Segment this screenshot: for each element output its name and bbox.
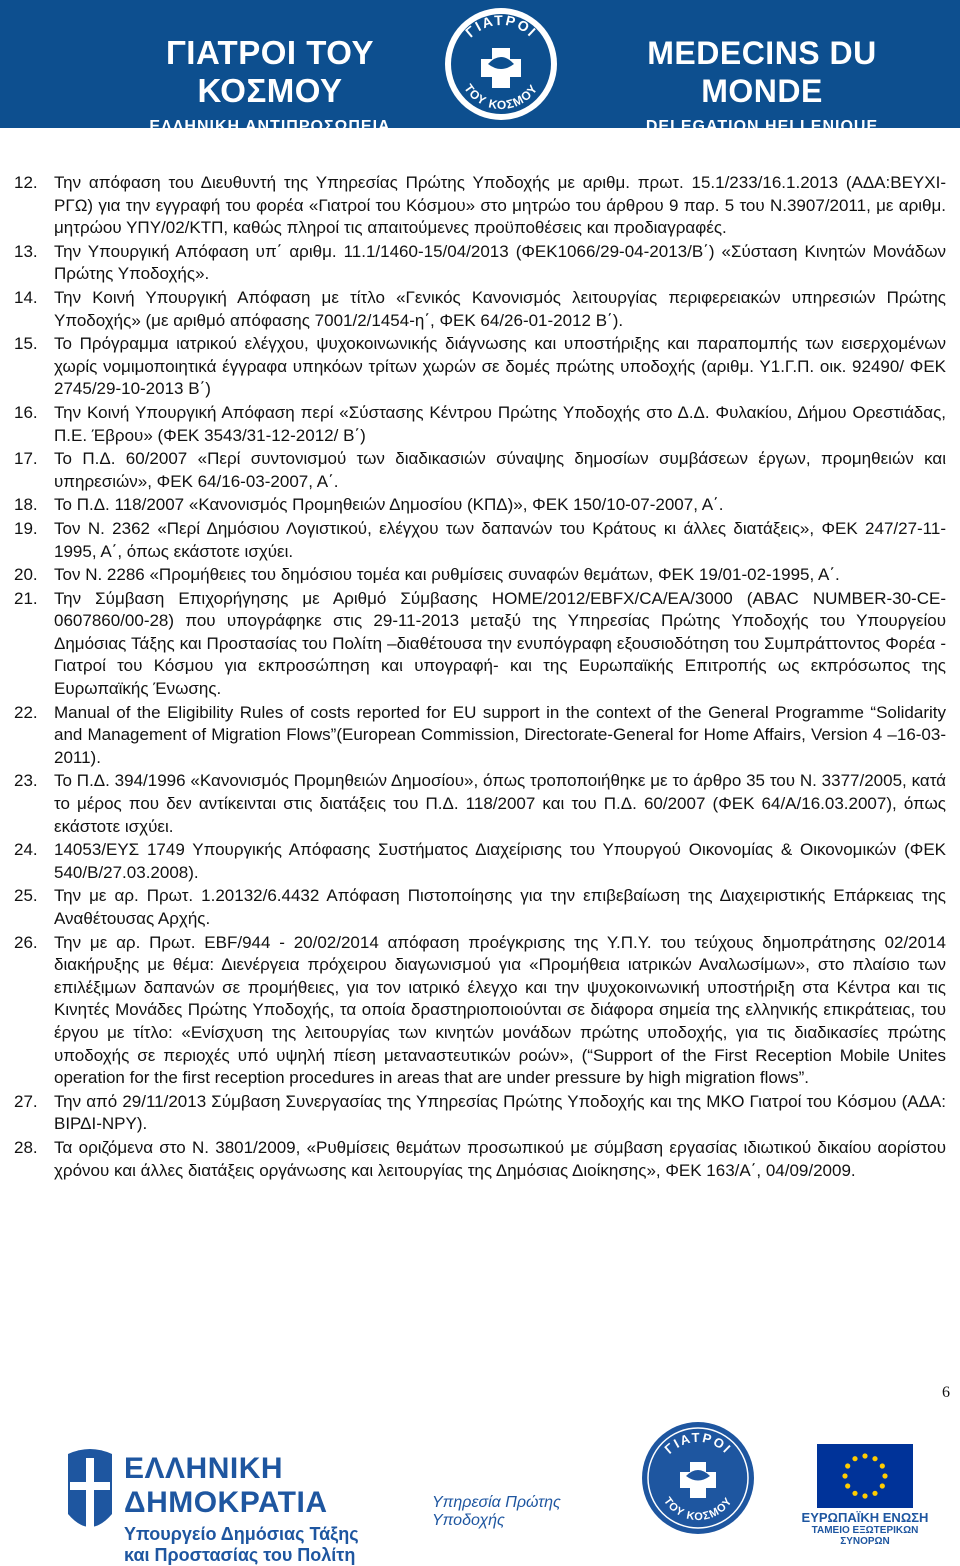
list-item-number: 14. (14, 287, 38, 307)
header-right-subtitle: DELEGATION HELLENIQUE (645, 118, 879, 135)
list-item-text: Το Π.Δ. 118/2007 «Κανονισμός Προμηθειών Δημοσίου (ΚΠΔ)», ΦΕΚ 150/10-07-2007, Α΄. (54, 495, 724, 515)
list-item-number: 19. (14, 518, 38, 538)
list-item-text: Manual of the Eligibility Rules of costs reported for EU support in the context of the General Programme “Solidarity and Management of Migration Flows”(European Commission, Directorate-General for Home Affairs, Version 4 –16-03-2011). (54, 702, 946, 767)
list-item-number: 15. (14, 334, 38, 354)
list-item-text: Την Κοινή Υπουργική Απόφαση περί «Σύστασης Κέντρου Πρώτης Υποδοχής στο Δ.Δ. Φυλακίου, Δήμου Ορεστιάδας, Π.Ε. Έβρου» (ΦΕΚ 3543/31-12-2012/ Β΄) (54, 402, 946, 445)
header-right-block (612, 34, 912, 136)
header-logo-text-top: ΓΙΑΤΡΟΙ (462, 11, 541, 41)
list-item-number: 28. (14, 1137, 38, 1157)
list-item-text: 14053/ΕΥΣ 1749 Υπουργικής Απόφασης Συστήματος Διαχείρισης του Υπουργού Οικονομίας & Οικονομικών (ΦΕΚ 540/Β/27.03.2008). (54, 840, 946, 882)
footer-ministry-line1: Υπουργείο Δημόσιας Τάξης (124, 1524, 359, 1544)
list-item-text: Την Σύμβαση Επιχορήγησης με Αριθμό Σύμβασης HOME/2012/EBFX/CA/EA/3000 (ABAC NUMBER-30-CE-0607860/00-28) που υπογράφηκε στις 29-11-2013 μεταξύ της Υπηρεσίας Πρώτης Υποδοχής του Υπουργείου Δημόσιας Τάξης και Προστασίας του Πολίτη –διαθέτουσα την ενυπόγραφη εξουσιοδότηση του Συμπράττοντος Φορέα - Γιατροί του Κόσμου για εκπροσώπηση και υπογραφή- και της Ευρωπαϊκής Επιτροπής ως εκπρόσωπος της Ευρωπαϊκής Ένωσης. (54, 588, 946, 699)
eu-star-icon (872, 1456, 877, 1461)
list-item-number: 12. (14, 173, 38, 192)
list-item-text: Το Π.Δ. 394/1996 «Κανονισμός Προμηθειών Δημοσίου», όπως τροποποιήθηκε με το άρθρο 35 του Ν. 3377/2005, κατά το μέρος που δεν αντίκεινται στις διατάξεις του Π.Δ. 118/2007 και του Π.Δ. 60/2007 (ΦΕΚ 64/Α/16.03.2007), όπως εκάστοτε ισχύει. (54, 771, 946, 836)
eu-star-icon (880, 1483, 885, 1488)
list-item-text: Την με αρ. Πρωτ. 1.20132/6.4432 Απόφαση Πιστοποίησης για την επιβεβαίωση της Διαχειριστικής Επάρκειας της Αναθέτουσας Αρχής. (54, 886, 946, 928)
list-item-text: Το Π.Δ. 60/2007 «Περί συντονισμού των διαδικασιών σύναψης δημοσίων συμβάσεων έργων, προμηθειών και υπηρεσιών», ΦΕΚ 64/16-03-2007, Α΄. (54, 449, 946, 491)
eu-star-icon (845, 1463, 850, 1468)
footer-logo-text-bottom: ΤΟΥ ΚΟΣΜΟΥ (661, 1495, 735, 1524)
list-item-text: Την με αρ. Πρωτ. EBF/944 - 20/02/2014 απόφαση προέγκρισης της Υ.Π.Υ. του τεύχους δημοπράτησης 02/2014 διακήρυξης με θέμα: Διενέργεια πρόχειρου διαγωνισμού για «Προμήθεια ιατρικών Αναλωσίμων», στο πλαίσιο των επιλέξιμων δαπανών σε προμήθειες, για τον ιατρικό έλεγχο και την ψυχοκοινωνική υποστήριξη στα Κέντρα και τις Κινητές Μονάδες Πρώτης Υποδοχής, τα οποία δραστηριοποιούνται σε διάφορα σημεία της ελληνικής επικράτειας, του έργου με τίτλο: «Ενίσχυση της λειτουργίας των κινητών μονάδων πρώτης υποδοχής, για τις διαδικασίες πρώτης υποδοχής σε περιοχές υπό υψηλή πίεση μεταναστευτικών ροών», (“Support of the First Reception Mobile Unites operation for the first reception procedures in areas that are under pressure by high migration flows”. (54, 932, 946, 1088)
eu-star-icon (842, 1473, 847, 1478)
list-item-text: Το Πρόγραμμα ιατρικού ελέγχου, ψυχοκοινωνικής διάγνωσης και υποστήριξης και παραπομπής των εισερχομένων χωρίς νομιμοποιητικά έγγραφα υπηκόων τρίτων χωρών σε δομές πρώτης υποδοχής (αριθμ. Υ1.Γ.Π. οικ. 92490/ ΦΕΚ 2745/29-10-2013 Β΄) (54, 334, 946, 399)
list-item-number: 27. (14, 1091, 38, 1111)
list-item-number: 23. (14, 771, 38, 791)
eu-star-icon (862, 1453, 867, 1458)
footer-doctors-of-the-world-logo (638, 1418, 758, 1538)
list-item-number: 22. (14, 702, 38, 722)
header-right-title: MEDECINS DU MONDE (647, 35, 877, 109)
eu-star-icon (845, 1483, 850, 1488)
list-item (14, 287, 946, 332)
greek-flag-emblem-icon (62, 1444, 118, 1544)
list-item-number: 17. (14, 449, 38, 469)
footer-government-title: ΕΛΛΗΝΙΚΗ ΔΗΜΟΚΡΑΤΙΑ (124, 1452, 328, 1519)
footer-eu-fund: ΤΑΜΕΙΟ ΕΞΩΤΕΡΙΚΩΝ ΣΥΝΟΡΩΝ (811, 1525, 919, 1547)
footer-service-name: Υπηρεσία Πρώτης Υποδοχής (432, 1494, 561, 1529)
list-item (14, 1091, 946, 1136)
header-left-block (120, 34, 420, 136)
legal-basis-list (14, 172, 946, 1183)
footer-eu-block (790, 1444, 940, 1547)
eu-flag-icon (817, 1444, 913, 1508)
list-item-text: Την απόφαση του Διευθυντή της Υπηρεσίας Πρώτης Υποδοχής με αριθμ. πρωτ. 15.1/233/16.1.2013 (ΑΔΑ:ΒΕΥΧΙ-ΡΓΩ) για την εγγραφή του φορέα «Γιατροί του Κόσμου» στο μητρώο του άρθρου 9 παρ. 5 του Ν.3907/2011, με αριθμ. μητρώου ΥΠΥ/02/ΚΤΠ, καθώς πληροί τις απαιτούμενες προϋποθέσεις και προδιαγραφές. (54, 173, 946, 238)
eu-star-icon (880, 1463, 885, 1468)
header-left-title: ΓΙΑΤΡΟΙ ΤΟΥ ΚΟΣΜΟΥ (165, 34, 375, 109)
eu-star-icon (852, 1491, 857, 1496)
list-item (14, 588, 946, 701)
list-item-number: 26. (14, 932, 38, 952)
eu-star-icon (872, 1491, 877, 1496)
footer-logo-text-top: ΓΙΑΤΡΟΙ (661, 1429, 735, 1457)
list-item (14, 702, 946, 770)
header-logo-text-bottom: ΤΟΥ ΚΟΣΜΟΥ (461, 81, 541, 113)
list-item (14, 333, 946, 401)
footer (0, 1410, 960, 1565)
list-item-text: Τον Ν. 2286 «Προμήθειες του δημόσιου τομέα και ρυθμίσεις συναφών θεμάτων, ΦΕΚ 19/01-02-1995, Α΄. (54, 565, 840, 585)
list-item (14, 494, 946, 517)
eu-star-icon (862, 1493, 867, 1498)
list-item (14, 564, 946, 587)
list-item-text: Την Κοινή Υπουργική Απόφαση με τίτλο «Γενικός Κανονισμός λειτουργίας περιφερειακών υπηρεσιών Πρώτης Υποδοχής» (με αριθμό απόφασης 7001/2/1454-η΄, ΦΕΚ 64/26-01-2012 Β΄). (54, 287, 946, 330)
list-item (14, 932, 946, 1090)
list-item-text: Τα οριζόμενα στο Ν. 3801/2009, «Ρυθμίσεις θεμάτων προσωπικού με σύμβαση εργασίας ιδιωτικού δικαίου αορίστου χρόνου και άλλες διατάξεις οργάνωσης και λειτουργίας της Δημόσιας Διοίκησης», ΦΕΚ 163/Α΄, 04/09/2009. (54, 1137, 946, 1180)
footer-ministry-line2: και Προστασίας του Πολίτη (124, 1545, 356, 1565)
eu-star-icon (882, 1473, 887, 1478)
list-item (14, 402, 946, 447)
list-item-number: 18. (14, 495, 38, 515)
list-item (14, 448, 946, 493)
doctors-of-the-world-logo (432, 4, 570, 124)
list-item-number: 21. (14, 588, 38, 608)
list-item-number: 20. (14, 565, 38, 585)
list-item (14, 839, 946, 884)
footer-eu-title: ΕΥΡΩΠΑΪΚΗ ΕΝΩΣΗ (801, 1510, 929, 1525)
list-item (14, 518, 946, 563)
page-number: 6 (942, 1384, 950, 1401)
eu-star-icon (852, 1456, 857, 1461)
list-item-text: Την Υπουργική Απόφαση υπ΄ αριθμ. 11.1/1460-15/04/2013 (ΦΕΚ1066/29-04-2013/Β΄) «Σύσταση Κινητών Μονάδων Πρώτης Υποδοχής». (54, 241, 946, 284)
list-item-number: 24. (14, 840, 38, 860)
list-item-number: 16. (14, 402, 38, 422)
list-item (14, 1137, 946, 1182)
list-item-number: 13. (14, 241, 38, 261)
footer-ministry-block (124, 1452, 424, 1566)
list-item-text: Τον Ν. 2362 «Περί Δημόσιου Λογιστικού, ελέγχου των δαπανών του Κράτους κι άλλες διατάξεις», ΦΕΚ 247/27-11-1995, Α΄, όπως εκάστοτε ισχύει. (54, 518, 946, 561)
list-item (14, 241, 946, 286)
header-banner (0, 0, 960, 135)
list-item (14, 885, 946, 930)
list-item (14, 172, 946, 240)
list-item-text: Την από 29/11/2013 Σύμβαση Συνεργασίας της Υπηρεσίας Πρώτης Υποδοχής και της ΜΚΟ Γιατροί του Κόσμου (ΑΔΑ: ΒΙΡΔΙ-ΝΡΥ). (54, 1091, 946, 1134)
list-item-number: 25. (14, 886, 38, 906)
header-left-subtitle: ΕΛΛΗΝΙΚΗ ΑΝΤΙΠΡΟΣΩΠΕΙΑ (149, 118, 391, 135)
list-item (14, 770, 946, 838)
